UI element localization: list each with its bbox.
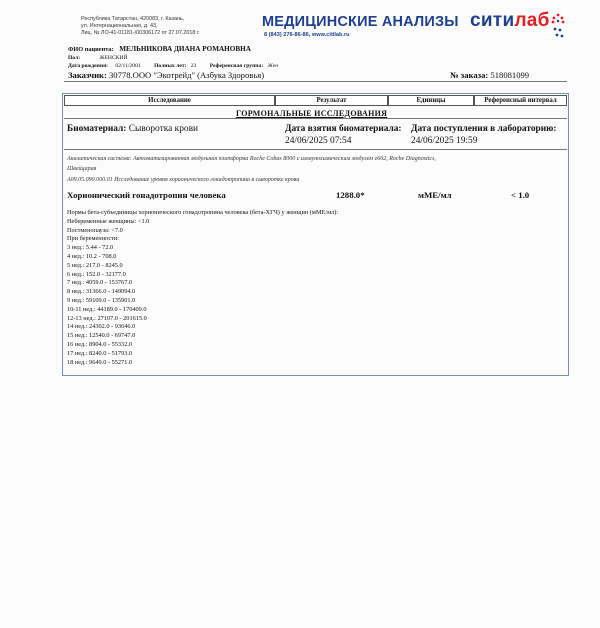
- patient-sex-label: Пол:: [68, 55, 81, 61]
- column-header-result: Результат: [275, 95, 388, 106]
- section-divider: [64, 118, 567, 119]
- patient-dob-label: Дата рождения:: [68, 63, 108, 69]
- reference-note-line: Постменопауза: <7.0: [67, 226, 123, 234]
- logo-text-part2: лаб: [514, 10, 550, 31]
- reference-note-line: При беременности:: [67, 235, 119, 243]
- reference-note-line: 8 нед.: 31366.0 - 149094.0: [67, 288, 136, 296]
- reference-note-line: 9 нед.: 59109.0 - 135901.0: [67, 297, 136, 304]
- sample-received-label: [411, 124, 556, 134]
- lab-address: [81, 16, 200, 38]
- patient-dob: 02/11/2001: [115, 63, 141, 69]
- patient-dob-row: [68, 63, 278, 69]
- patient-age-label: Полных лет:: [154, 63, 187, 69]
- patient-name: МЕЛЬНИКОВА ДИАНА РОМАНОВНА: [119, 45, 251, 53]
- lab-contacts: 8 (843) 276-86-86, www.citilab.ru: [264, 32, 350, 38]
- sample-taken-label-text: Дата взятия биоматериала:: [285, 124, 402, 134]
- test-name: Хорионический гонадотропин человека: [67, 190, 226, 200]
- sample-received-date: 24/06/2025 19:59: [411, 136, 478, 146]
- customer-value: 30778.ООО "Экотрейд" (Азбука Здоровья): [109, 70, 265, 80]
- biomaterial-row: [67, 124, 198, 134]
- biomaterial-value: Сыворотка крови: [128, 124, 199, 134]
- reference-note-line: 6 нед.: 152.0 - 32177.0: [67, 270, 126, 278]
- section-title: ГОРМОНАЛЬНЫЕ ИССЛЕДОВАНИЯ: [236, 109, 388, 118]
- test-result: 1288.0*: [336, 190, 365, 200]
- lab-address-line: ул. Интернациональная, д. 43,: [81, 23, 158, 30]
- ref-group-label: Референсная группа:: [209, 63, 264, 69]
- lab-address-line: Республика Татарстан, 420083, г. Казань,: [81, 16, 185, 22]
- reference-note-line: 5 нед.: 217.0 - 8245.0: [67, 261, 123, 269]
- patient-name-label: ФИО пациента:: [68, 46, 114, 53]
- lab-title: МЕДИЦИНСКИЕ АНАЛИЗЫ: [262, 14, 459, 30]
- sample-taken-label: [285, 124, 402, 134]
- reference-note-line: 12-13 нед.: 27107.0 - 201615.0: [67, 314, 147, 322]
- service-code-line: A09.05.090.000.01 Исследование уровня хорионического гонадотропина в сыворотке крови: [67, 177, 300, 183]
- order-number: 518081099: [490, 70, 530, 80]
- reference-note-line: 4 нед.: 10.2 - 708.0: [67, 253, 117, 260]
- test-units: мМЕ/мл: [418, 190, 452, 200]
- column-header-reference: Референсный интервал: [474, 95, 567, 106]
- logo-dots-icon: [551, 13, 565, 39]
- sample-received-label-text: Дата поступления в лабораторию:: [411, 124, 557, 134]
- patient-sex: ЖЕНСКИЙ: [99, 55, 128, 61]
- biomaterial-label: Биоматериал:: [67, 124, 127, 134]
- test-reference: < 1.0: [511, 190, 530, 200]
- reference-note-line: 18 нед.: 9649.0 - 55271.0: [67, 358, 133, 366]
- ref-group: Жен: [267, 63, 278, 69]
- reference-note-line: 3 нед.: 5.44 - 72.0: [67, 244, 114, 252]
- sample-taken-date: 24/06/2025 07:54: [285, 136, 352, 146]
- reference-note-line: 7 нед.: 4059.0 - 153767.0: [67, 279, 133, 287]
- customer-row: [68, 70, 264, 80]
- reference-note-line: 14 нед.: 24302.0 - 93646.0: [67, 323, 136, 331]
- analytic-system-country: Швейцария: [67, 166, 97, 172]
- reference-note-line: 17 нед.: 8240.0 - 51793.0: [67, 349, 133, 357]
- biomaterial-divider: [64, 149, 567, 150]
- column-header-units: Единицы: [388, 95, 474, 106]
- logo-text-part1: сити: [470, 10, 515, 31]
- patient-age: 23: [190, 63, 197, 69]
- order-label: № заказа:: [450, 70, 489, 80]
- reference-note-line: 16 нед.: 8904.0 - 55332.0: [67, 341, 133, 348]
- reference-notes-title: Нормы бета-субъединицы хорионического гонадотропина человека (бета-ХГЧ) у женщин (мМЕ/мл):: [67, 209, 339, 216]
- citilab-logo: [470, 10, 550, 32]
- reference-note-line: Небеременные женщины: <1.0: [67, 217, 150, 225]
- order-row: [450, 70, 529, 80]
- reference-note-line: 10-11 нед.: 44189.0 - 170409.0: [67, 305, 147, 313]
- lab-address-line: Лиц. № ЛО-41-01181-/00306172 от 27.07.2018 г.: [81, 30, 200, 37]
- column-header-test: Исследование: [64, 95, 275, 106]
- customer-label: Заказчик:: [68, 70, 107, 80]
- header-divider: [64, 81, 567, 82]
- reference-note-line: 15 нед.: 12540.0 - 69747.0: [67, 332, 136, 340]
- patient-name-row: [68, 45, 251, 53]
- patient-sex-row: [68, 55, 128, 61]
- analytic-system-line: Аналитическая система: Автоматизированная модульная платформа Roche Cobas 8000 с иммунохимическим модулем e602, Roche Diagnostics,: [67, 156, 436, 162]
